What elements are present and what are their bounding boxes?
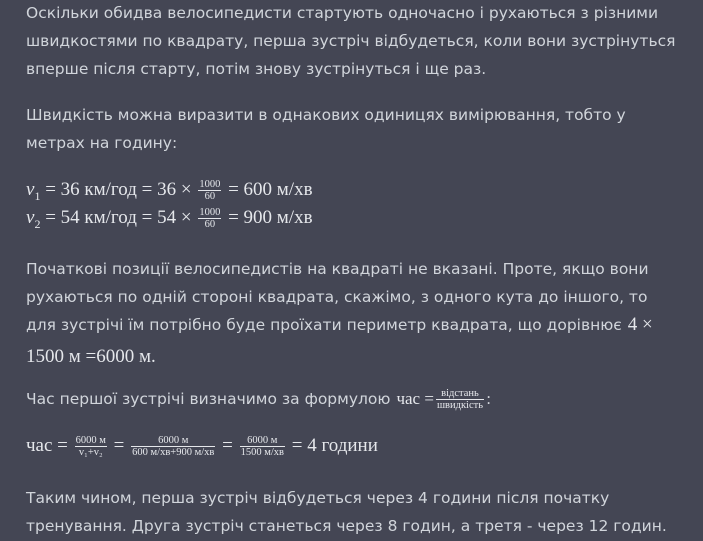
equation-time-fraction-3 — [240, 435, 285, 458]
equation-time-equals-b: = — [217, 435, 238, 456]
perimeter-math: 4 × 1500 м = — [26, 314, 653, 367]
fraction-denominator: 60 — [198, 190, 221, 202]
equation-v2-symbol: v — [26, 207, 35, 228]
equation-v2-middle: = 54 км/год = 54 × — [40, 207, 197, 228]
formula-colon: : — [486, 390, 492, 408]
equation-v2 — [26, 204, 313, 238]
fraction-numerator: 1000 — [199, 207, 221, 219]
paragraph-perimeter — [26, 255, 671, 371]
fraction-denominator: 1500 м/хв — [240, 447, 284, 459]
paragraph-perimeter-text: Початкові позиції велосипедистів на квадраті не вказані. Проте, якщо вони рухаються по одній стороні квадрата, скажімо, з одного кута до іншого, то для зустрічі їм потрібно буде проїхати периметр квадрата, що дорівнює — [26, 260, 649, 334]
fraction-denominator: 600 м/хв+900 м/хв — [132, 447, 215, 459]
equation-time-fraction-1 — [75, 435, 107, 458]
fraction-numerator: 1000 — [199, 179, 221, 191]
equation-time-result: = 4 години — [286, 435, 378, 456]
paragraph-units: Швидкість можна виразити в однакових одиницях вимірювання, тобто у метрах на годину: — [26, 106, 626, 152]
equation-time-lhs: час = — [26, 435, 73, 456]
equation-time-equals-a: = — [108, 435, 130, 456]
fraction-numerator: відстань — [441, 388, 479, 399]
fraction-denominator: 60 — [198, 218, 221, 230]
equation-v2-result: = 900 м/хв — [223, 207, 313, 228]
paragraph-conclusion: Таким чином, перша зустріч відбудеться через 4 години після початку тренування. Друга зустріч станеться через 8 годин, а третя - через 12 годин. — [26, 489, 667, 535]
fraction-numerator: 6000 м — [75, 435, 106, 447]
equation-time-fraction-2 — [131, 435, 215, 458]
formula-lhs: час = — [396, 389, 434, 408]
paragraph-formula — [26, 385, 491, 413]
fraction-numerator: 6000 м — [158, 435, 189, 447]
paragraph-formula-text: Час першої зустрічі визначимо за формулою — [26, 390, 391, 408]
equation-v1-symbol: v — [26, 179, 35, 200]
perimeter-result: 6000 м. — [96, 346, 156, 367]
equation-v1-fraction — [198, 179, 221, 202]
equation-v1-result: = 600 м/хв — [223, 179, 313, 200]
formula-fraction — [436, 388, 484, 411]
equation-time — [26, 432, 378, 460]
equation-v1-subscript: 1 — [34, 188, 41, 203]
paragraph-intro: Оскільки обидва велосипедисти стартують одночасно і рухаються з різними швидкостями по квадрату, перша зустріч відбудеться, коли вони зустрінуться вперше після старту, потім знову зустрінуться і ще раз. — [26, 4, 676, 78]
fraction-numerator: 6000 м — [247, 435, 278, 447]
equation-v2-fraction — [198, 207, 221, 230]
fraction-denominator: швидкість — [436, 400, 483, 411]
equation-v2-subscript: 2 — [34, 216, 41, 231]
equation-v1-middle: = 36 км/год = 36 × — [40, 179, 197, 200]
fraction-denominator: v₁+v₂ — [75, 446, 107, 458]
